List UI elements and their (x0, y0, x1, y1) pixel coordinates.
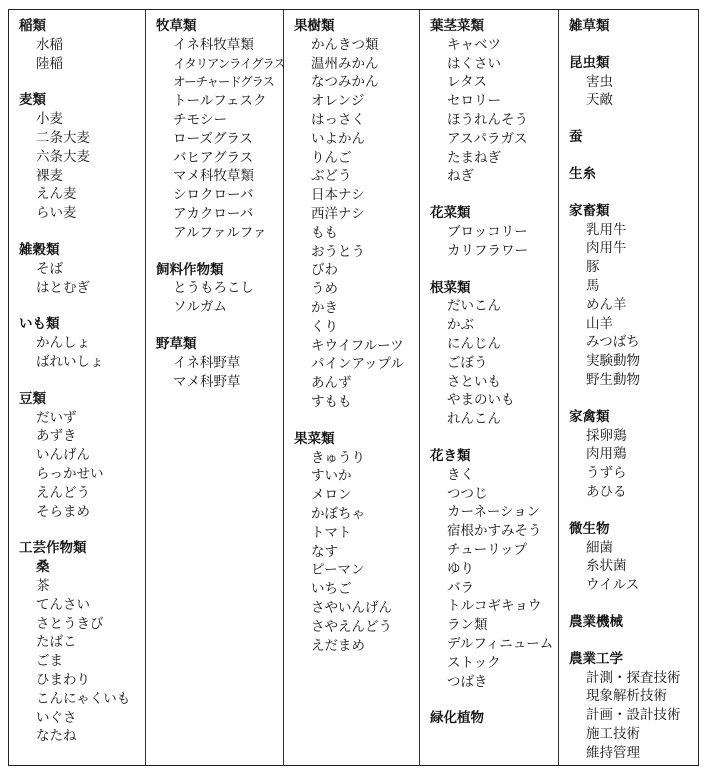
category-group (294, 17, 419, 412)
category-heading: 農業工学 (569, 650, 623, 667)
category-item: 西洋ナシ (311, 205, 365, 222)
category-heading: 生糸 (569, 165, 596, 182)
category-item: ひまわり (36, 671, 90, 688)
category-heading: 蚕 (569, 129, 583, 146)
category-item: 裸麦 (36, 167, 63, 184)
category-heading: 農業機械 (569, 613, 623, 630)
category-item: 肉用牛 (586, 240, 627, 257)
category-item: らっかせい (36, 465, 104, 482)
category-group (569, 520, 699, 595)
category-item: アスパラガス (447, 130, 528, 147)
category-group (156, 261, 283, 317)
category-item: すもも (311, 393, 352, 410)
category-item: イネ科牧草類 (173, 36, 254, 53)
category-group (569, 408, 699, 502)
category-item: カリフラワー (447, 242, 528, 259)
category-item: 実験動物 (586, 353, 640, 370)
category-group (569, 165, 699, 184)
category-item: 馬 (586, 277, 600, 294)
category-item: うめ (311, 281, 338, 298)
category-item: オーチャードグラス (173, 74, 274, 90)
category-item: 野生動物 (586, 371, 640, 388)
category-group (430, 447, 558, 691)
category-item: そらまめ (36, 503, 90, 520)
category-group (19, 91, 145, 223)
category-item: きく (447, 466, 474, 483)
category-item: めん羊 (586, 296, 627, 313)
category-item: 日本ナシ (311, 187, 365, 204)
category-item: いんげん (36, 447, 90, 464)
category-item: なす (311, 543, 338, 560)
category-item: 豚 (586, 259, 600, 276)
category-item: 六条大麦 (36, 148, 90, 165)
category-item: トマト (311, 524, 352, 541)
column-2 (146, 10, 284, 765)
category-heading: 雑草類 (569, 18, 610, 34)
category-item: はっさく (311, 111, 365, 128)
category-group (19, 241, 145, 297)
category-heading: 花菜類 (430, 205, 471, 222)
column-4 (420, 10, 559, 765)
category-item: バラ (447, 579, 474, 596)
category-group (156, 17, 283, 243)
category-item: 計測・探査技術 (586, 669, 681, 686)
category-item: カーネーション (447, 504, 541, 521)
category-item: トルコギキョウ (447, 598, 542, 615)
category-item: つつじ (447, 485, 488, 502)
category-group (430, 279, 558, 429)
category-group (569, 650, 699, 763)
category-item: ローズグラス (173, 130, 253, 147)
category-heading: 稲類 (19, 18, 46, 34)
category-item: 宿根かすみそう (447, 523, 542, 540)
category-item: 桑 (36, 559, 50, 576)
category-group (19, 539, 145, 746)
category-item: あんず (311, 375, 352, 392)
category-item: 山羊 (586, 315, 613, 332)
category-item: らい麦 (36, 205, 77, 222)
category-group (19, 315, 145, 371)
category-item: ねぎ (447, 168, 474, 185)
category-item: さやいんげん (311, 599, 392, 616)
category-item: ソルガム (173, 299, 227, 316)
category-item: さといも (447, 373, 501, 390)
category-heading: 緑化植物 (430, 710, 484, 727)
column-3 (284, 10, 420, 765)
category-heading: 根菜類 (430, 279, 471, 296)
category-group (19, 390, 145, 522)
category-item: さとうきび (36, 615, 104, 632)
category-item: ラン類 (447, 617, 488, 634)
category-item: 害虫 (586, 73, 613, 90)
category-item: ぶどう (311, 168, 352, 185)
category-item: ゆり (447, 560, 474, 577)
category-heading: 雑穀類 (19, 241, 60, 258)
category-item: なつみかん (311, 74, 379, 91)
category-heading: 昆虫類 (569, 54, 610, 71)
category-item: みつばち (586, 334, 640, 351)
category-item: ほうれんそう (447, 111, 528, 128)
category-group (569, 128, 699, 147)
category-item: 天敵 (586, 92, 613, 109)
category-item: たばこ (36, 634, 77, 651)
category-group (569, 613, 699, 632)
category-item: 現象解析技術 (586, 688, 667, 705)
category-item: パインアップル (311, 356, 405, 373)
category-group (569, 54, 699, 110)
category-item: きゅうり (311, 449, 365, 466)
category-item: 維持管理 (586, 744, 640, 761)
category-item: 糸状菌 (586, 558, 627, 575)
category-group (294, 430, 419, 656)
category-heading: 野草類 (156, 335, 197, 352)
category-heading: 葉茎菜類 (430, 18, 484, 34)
category-item: かき (311, 299, 338, 316)
category-item: 施工技術 (586, 725, 640, 742)
category-group (430, 204, 558, 260)
category-item: 茶 (36, 577, 50, 594)
category-item: 水稲 (36, 36, 63, 53)
category-item: かぶ (447, 317, 474, 334)
category-item: はくさい (447, 55, 501, 72)
category-item: こんにゃくいも (36, 690, 131, 707)
category-item: オレンジ (311, 93, 365, 110)
category-heading: 家畜類 (569, 202, 610, 219)
category-item: キャベツ (447, 36, 501, 53)
category-item: アカクローバ (173, 205, 254, 222)
category-item: ウイルス (586, 577, 640, 594)
category-item: ごま (36, 653, 63, 670)
category-item: かんしょ (36, 335, 90, 352)
category-item: そば (36, 260, 63, 277)
category-item: えん麦 (36, 186, 77, 203)
category-group (19, 17, 145, 73)
category-item: もも (311, 224, 338, 241)
category-item: すいか (311, 468, 352, 485)
category-heading: 微生物 (569, 520, 610, 537)
category-group (569, 17, 699, 36)
category-item: あひる (586, 483, 627, 500)
category-item: イネ科野草 (173, 354, 241, 371)
category-item: やまのいも (447, 392, 515, 409)
category-item: トールフェスク (173, 93, 267, 110)
category-item: りんご (311, 149, 352, 166)
category-group (569, 202, 699, 390)
category-item: 肉用鶏 (586, 446, 627, 463)
category-item: 採卵鶏 (586, 427, 627, 444)
category-heading: いも類 (19, 316, 60, 333)
category-item: 二条大麦 (36, 129, 90, 146)
category-heading: 牧草類 (156, 18, 197, 34)
category-item: ばれいしょ (36, 353, 104, 370)
category-item: チモシー (173, 111, 227, 128)
category-item: いよかん (311, 130, 365, 147)
category-item: うずら (586, 465, 627, 482)
category-item: チューリップ (447, 541, 528, 558)
category-heading: 飼料作物類 (156, 261, 224, 278)
category-item: ストック (447, 654, 501, 671)
category-heading: 家禽類 (569, 408, 610, 425)
category-heading: 豆類 (19, 390, 46, 407)
category-item: マメ科野草 (173, 373, 241, 390)
category-item: バヒアグラス (173, 149, 254, 166)
category-item: 乳用牛 (586, 221, 627, 238)
category-item: キウイフルーツ (311, 337, 404, 354)
category-item: てんさい (36, 596, 90, 613)
column-1 (9, 10, 146, 765)
category-item: たまねぎ (447, 149, 501, 166)
category-item: いちご (311, 581, 352, 598)
category-item: とうもろこし (173, 280, 254, 297)
category-item: ごぼう (447, 354, 488, 371)
category-item: つばき (447, 673, 488, 690)
category-item: ピーマン (311, 562, 365, 579)
column-5 (559, 10, 699, 765)
category-item: 小麦 (36, 111, 63, 128)
category-item: あずき (36, 428, 77, 445)
category-item: メロン (311, 487, 352, 504)
category-item: だいこん (447, 298, 501, 315)
category-item: いぐさ (36, 709, 77, 726)
category-item: 陸稲 (36, 55, 63, 72)
category-item: なたね (36, 728, 77, 745)
category-group (430, 17, 558, 186)
category-item: びわ (311, 262, 338, 279)
category-item: かぼちゃ (311, 505, 365, 522)
category-table (8, 9, 699, 766)
category-item: えだまめ (311, 637, 365, 654)
category-group (430, 709, 558, 728)
category-heading: 果菜類 (294, 430, 335, 447)
category-item: えんどう (36, 484, 90, 501)
category-item: ブロッコリー (447, 223, 528, 240)
category-item: だいず (36, 409, 77, 426)
category-heading: 麦類 (19, 92, 46, 109)
category-item: にんじん (447, 335, 501, 352)
category-group (156, 335, 283, 391)
category-item: 計画・設計技術 (586, 707, 681, 724)
category-heading: 果樹類 (294, 18, 335, 34)
category-item: マメ科牧草類 (173, 168, 254, 185)
category-item: くり (311, 318, 338, 335)
category-item: 温州みかん (311, 55, 379, 72)
category-item: デルフィニューム (447, 635, 554, 652)
category-item: はとむぎ (36, 279, 90, 296)
category-item: シロクローバ (173, 187, 254, 204)
category-item: かんきつ類 (311, 36, 379, 53)
category-heading: 花き類 (430, 447, 471, 464)
category-item: おうとう (311, 243, 365, 260)
category-item: さやえんどう (311, 618, 392, 635)
category-item: イタリアンライグラス (173, 55, 285, 71)
category-heading: 工芸作物類 (19, 540, 87, 557)
category-item: 細菌 (586, 539, 613, 556)
category-item: アルファルファ (173, 224, 267, 241)
category-item: セロリー (447, 93, 501, 110)
category-item: れんこん (447, 411, 501, 428)
category-item: レタス (447, 74, 487, 91)
